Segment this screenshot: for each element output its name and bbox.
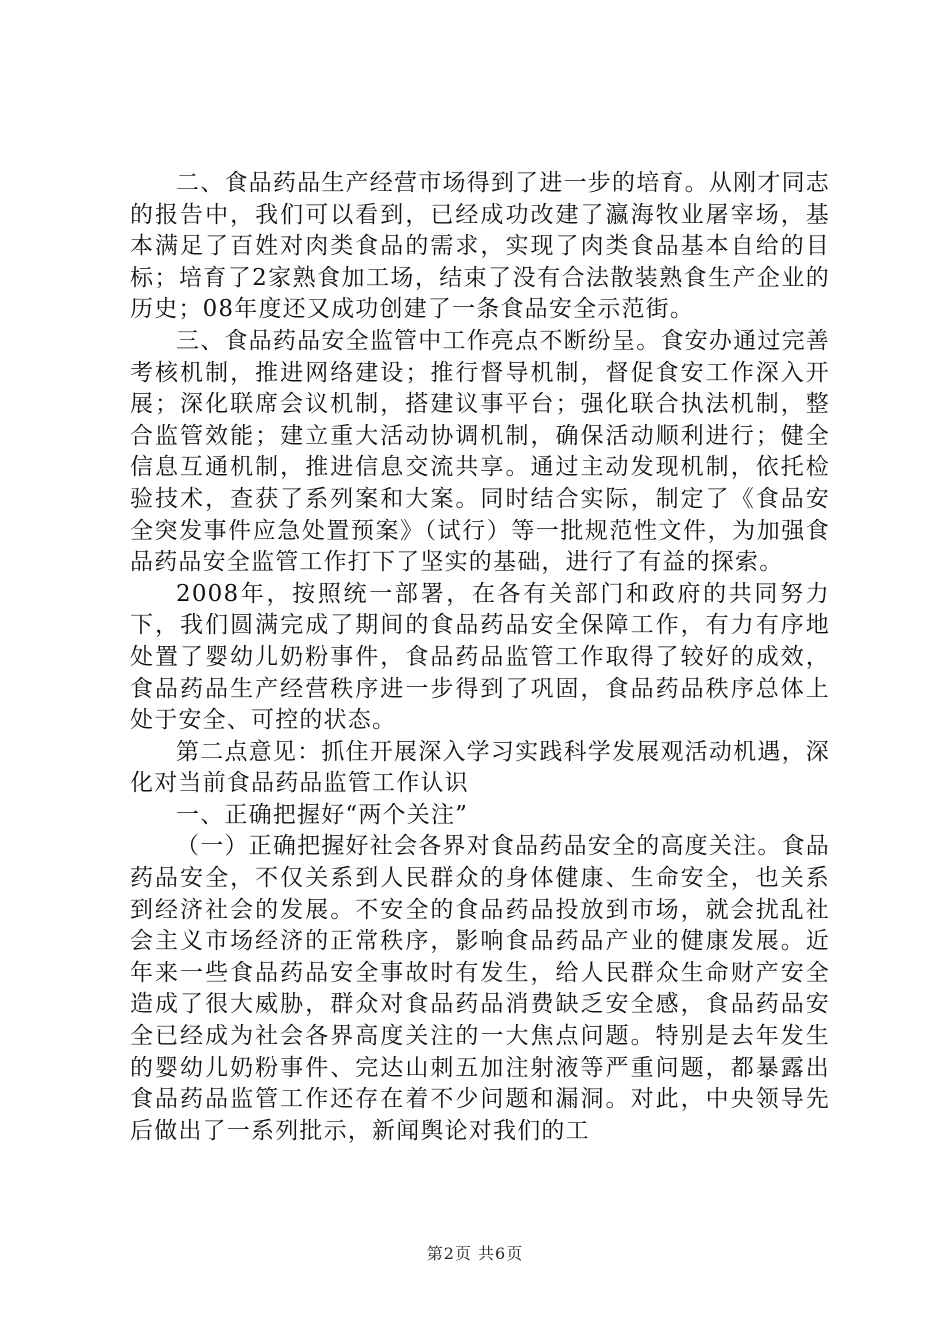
page-footer: 第2页 共6页 xyxy=(426,1244,524,1263)
paragraph-supervision-highlights: 三、食品药品安全监管中工作亮点不断纷呈。食安办通过完善考核机制，推进网络建设；推行督导机制，督促食安工作深入开展；深化联席会议机制，搭建议事平台；强化联合执法机制，整合监管效能；建立重大活动协调机制，确保活动顺利进行；健全信息互通机制，推进信息交流共享。通过主动发现机制，依托检验技术，查获了系列案和大案。同时结合实际，制定了《食品安全突发事件应急处置预案》（试行）等一批规范性文件，为加强食品药品安全监管工作打下了坚实的基础，进行了有益的探索。 xyxy=(130,327,830,576)
section-heading-two-concerns: 一、正确把握好“两个关注” xyxy=(176,801,469,828)
section-heading-second-opinion: 第二点意见：抓住开展深入学习实践科学发展观活动机遇，深化对当前食品药品监管工作认识 xyxy=(130,738,830,797)
document-body xyxy=(130,168,830,1147)
paragraph-2008-summary: 2008年，按照统一部署，在各有关部门和政府的共同努力下，我们圆满完成了期间的食品药品安全保障工作，有力有序地处置了婴幼儿奶粉事件，食品药品监管工作取得了较好的成效，食品药品生产经营秩序进一步得到了巩固，食品药品秩序总体上处于安全、可控的状态。 xyxy=(130,580,830,734)
paragraph-public-concern: （一）正确把握好社会各界对食品药品安全的高度关注。食品药品安全，不仅关系到人民群众的身体健康、生命安全，也关系到经济社会的发展。不安全的食品药品投放到市场，就会扰乱社会主义市场经济的正常秩序，影响食品药品产业的健康发展。近年来一些食品药品安全事故时有发生，给人民群众生命财产安全造成了很大威胁，群众对食品药品消费缺乏安全感，食品药品安全已经成为社会各界高度关注的一大焦点问题。特别是去年发生的婴幼儿奶粉事件、完达山刺五加注射液等严重问题，都暴露出食品药品监管工作还存在着不少问题和漏洞。对此，中央领导先后做出了一系列批示，新闻舆论对我们的工 xyxy=(130,833,830,1144)
paragraph-market-cultivation: 二、食品药品生产经营市场得到了进一步的培育。从刚才同志的报告中，我们可以看到，已经成功改建了瀛海牧业屠宰场，基本满足了百姓对肉类食品的需求，实现了肉类食品基本自给的目标；培育了2家熟食加工场，结束了没有合法散装熟食生产企业的历史；08年度还又成功创建了一条食品安全示范街。 xyxy=(130,170,830,323)
